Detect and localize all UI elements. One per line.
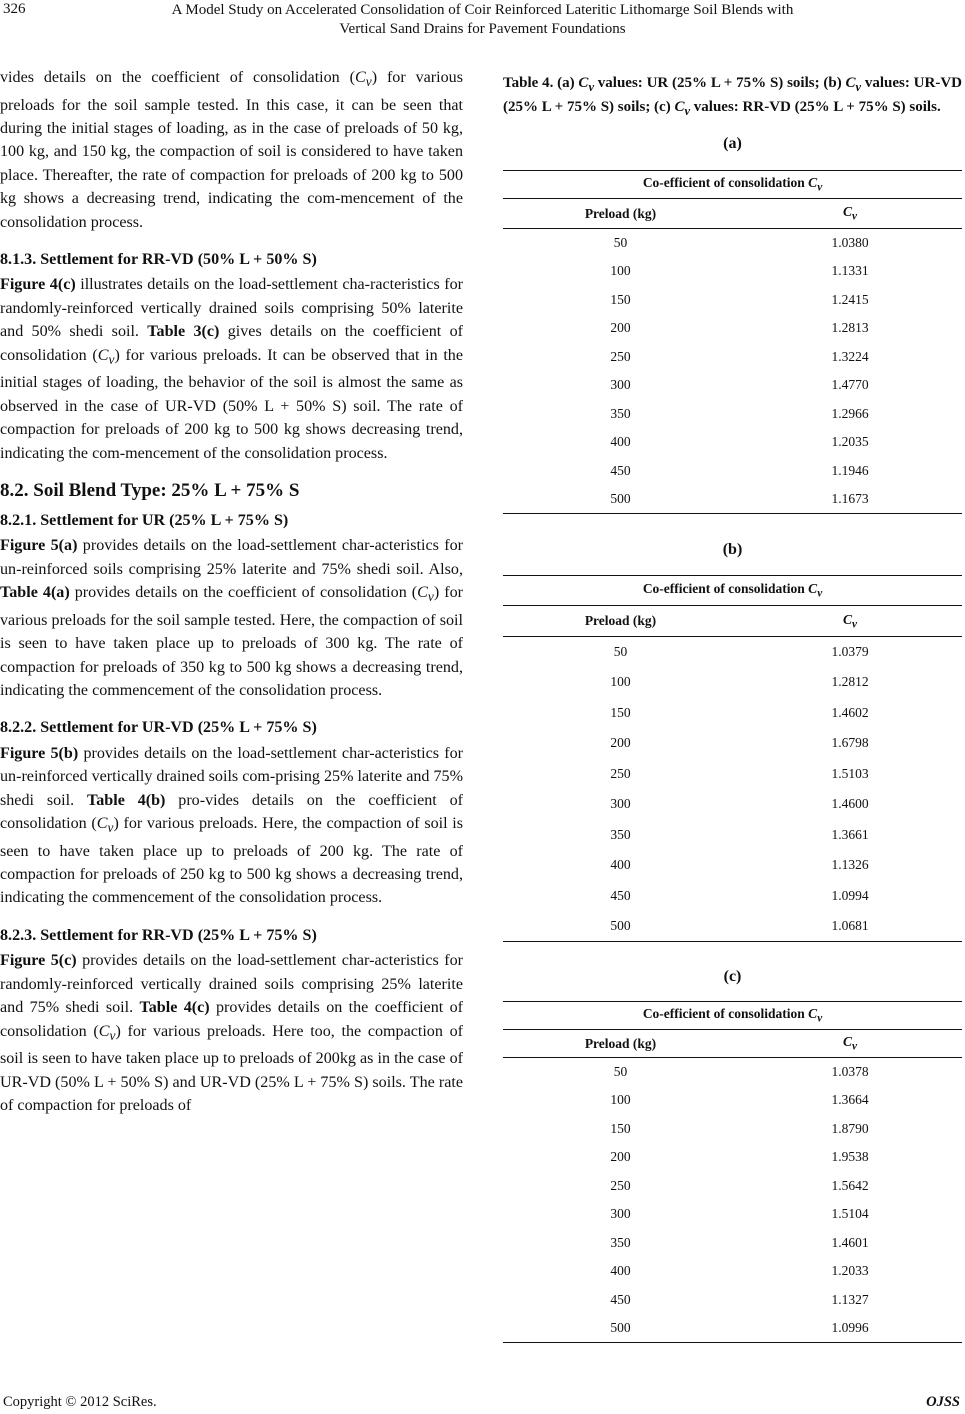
cv-cell: 1.4601 (831, 1234, 869, 1250)
preload-cell: 350 (610, 1234, 631, 1250)
cv-cell: 1.4600 (831, 796, 869, 812)
preload-cell: 300 (610, 796, 631, 812)
table-row (503, 667, 962, 698)
table-b-col-preload: Preload (kg) (503, 606, 738, 637)
paragraph-8-2-2: Figure 5(b) provides details on the load-settlement char-acteristics for un-reinforced vertically drained soils com-prising 25% laterite and 75% shedi soil. Table 4(b) pro-vides details on the coefficient of consolidation $(C_v)$ for various preloads. Here, the compaction of soil is seen to have taken place up to preloads of 200 kg. The rate of compaction for preloads of 250 kg to 500 kg shows a decreasing trend, indicating the commencement of the consolidation process. (0, 744, 464, 907)
table-row (503, 698, 962, 729)
cv-cell: 1.3664 (831, 1092, 869, 1108)
table-b-label: (b) (722, 541, 743, 558)
table-b-title: Co-efficient of consolidation $C_v$ (503, 576, 962, 606)
figure-ref: Figure 5(b) (0, 744, 79, 762)
cv-cell: 1.5642 (831, 1177, 869, 1193)
preload-cell: 400 (610, 1263, 631, 1279)
preload-cell: 450 (610, 1291, 631, 1307)
table-b (503, 575, 962, 942)
cv-cell: 1.3661 (831, 826, 869, 842)
preload-cell: 300 (610, 377, 631, 393)
table-row (503, 1143, 962, 1172)
copyright-notice: Copyright © 2012 SciRes. (3, 1394, 157, 1410)
table-row (503, 400, 962, 429)
running-title-line-2: Vertical Sand Drains for Pavement Foundations (339, 21, 626, 37)
table-row (503, 371, 962, 400)
cv-cell: 1.1673 (738, 485, 962, 514)
running-title-line-1: A Model Study on Accelerated Consolidation of Coir Reinforced Lateritic Lithomarge Soil Blends with (171, 2, 794, 18)
table-row (503, 850, 962, 881)
preload-cell: 100 (610, 674, 631, 690)
table-a-col-preload: Preload (kg) (503, 199, 738, 229)
table-ref: Table 4(c) (139, 999, 210, 1017)
preload-cell: 300 (610, 1206, 631, 1222)
table-c (503, 1001, 962, 1343)
preload-cell: 450 (610, 462, 631, 478)
preload-cell: 100 (610, 263, 631, 279)
table-c-title: Co-efficient of consolidation $C_v$ (503, 1002, 962, 1030)
table-row (503, 881, 962, 912)
table-b-body (503, 637, 962, 942)
table-ref: Table 4(b) (86, 791, 166, 809)
cv-cell: 1.0994 (831, 887, 869, 903)
table-row (503, 789, 962, 820)
table-row (503, 1200, 962, 1229)
preload-cell: 150 (610, 1120, 631, 1136)
cv-cell: 1.8790 (831, 1120, 869, 1136)
table-a (503, 170, 962, 514)
section-heading-8-2-3: 8.2.3. Settlement for RR-VD (25% L + 75% S) (0, 926, 317, 944)
cv-cell: 1.2415 (831, 291, 869, 307)
cv-cell: 1.1326 (831, 857, 869, 873)
table-row (503, 343, 962, 372)
preload-cell: 100 (610, 1092, 631, 1108)
table-a-title: Co-efficient of consolidation $C_v$ (503, 171, 962, 199)
table-row (503, 1086, 962, 1115)
table-row (503, 286, 962, 315)
paragraph-continued: vides details on the coefficient of consolidation $(C_v)$ for various preloads for the soil sample tested. In this case, it can be seen that during the initial stages of loading, as in the case of preloads of 50 kg, 100 kg, and 150 kg, the compaction of soil is considered to have taken place. Thereafter, the rate of compaction for preloads of 200 kg to 500 kg shows a decreasing trend, indicating the com-mencement of the consolidation process. (0, 69, 463, 231)
cv-cell: 1.2033 (831, 1263, 869, 1279)
table-b-col-cv: $C_v$ (738, 606, 962, 637)
cv-cell: 1.0681 (738, 911, 962, 942)
paragraph-8-1-3: Figure 4(c) illustrates details on the load-settlement cha-racteristics for randomly-reinforced vertically drained soils comprising 50% laterite and 50% shedi soil. Table 3(c) gives details on the coefficient of consolidation $(C_v)$ for various preloads. It can be observed that in the initial stages of loading, the behavior of the soil is almost the same as observed in the case of UR-VD (50% L + 50% S) soil. The rate of compaction for preloads of 200 kg to 500 kg shows decreasing trend, indicating the com-mencement of the consolidation process. (0, 276, 464, 462)
cv-cell: 1.1946 (831, 462, 869, 478)
page-header (0, 0, 965, 46)
preload-cell: 350 (610, 405, 631, 421)
table-row (503, 314, 962, 343)
left-column (0, 66, 463, 1117)
table-row (503, 911, 962, 942)
preload-cell: 200 (610, 320, 631, 336)
table-c-body (503, 1058, 962, 1343)
preload-cell: 500 (503, 911, 738, 942)
table-caption: Table 4. (a) $C_v$ values: UR (25% L + 75% S) soils; (b) $C_v$ values: UR-VD (25% L + 75% S) soils; (c) $C_v$ values: RR-VD (25% L + 75% S) soils. (503, 75, 962, 118)
paragraph-8-2-1: Figure 5(a) provides details on the load-settlement char-acteristics for un-reinforced soils comprising 25% laterite and 75% shedi soil. Also, Table 4(a) provides details on the coefficient of consolidation $(C_v)$ for various preloads for the soil sample tested. Here, the compaction of soil is seen to have taken place up to preloads of 300 kg. The rate of compaction for preloads of 350 kg to 500 kg shows a decreasing trend, indicating the commencement of the consolidation process. (0, 537, 464, 699)
table-row (503, 1257, 962, 1286)
table-a-body (503, 229, 962, 514)
cv-cell: 1.9538 (831, 1149, 869, 1165)
cv-cell: 1.3224 (831, 348, 869, 364)
cv-cell: 1.0996 (738, 1314, 962, 1343)
preload-cell: 50 (613, 1064, 628, 1079)
preload-cell: 400 (610, 434, 631, 450)
table-row (503, 1229, 962, 1258)
cv-cell: 1.2035 (831, 434, 869, 450)
cv-cell: 1.4770 (831, 377, 869, 393)
table-a-col-cv: $C_v$ (738, 199, 962, 229)
section-heading-8-2-1: 8.2.1. Settlement for UR (25% L + 75% S) (0, 511, 289, 529)
table-ref: Table 3(c) (147, 323, 220, 341)
preload-cell: 350 (610, 826, 631, 842)
table-row (503, 728, 962, 759)
cv-cell: 1.2966 (831, 405, 869, 421)
journal-abbrev: OJSS (926, 1394, 960, 1410)
cv-cell: 1.5104 (831, 1206, 869, 1222)
table-row (503, 229, 962, 258)
preload-cell: 250 (610, 348, 631, 364)
figure-ref: Figure 5(a) (0, 537, 78, 555)
table-c-label: (c) (723, 968, 742, 985)
table-c-col-cv: $C_v$ (738, 1030, 962, 1058)
table-row (503, 1058, 962, 1087)
preload-cell: 400 (610, 857, 631, 873)
table-row (503, 457, 962, 486)
section-heading-8-2-2: 8.2.2. Settlement for UR-VD (25% L + 75% S) (0, 719, 317, 737)
preload-cell: 500 (503, 485, 738, 514)
table-a-label: (a) (723, 135, 742, 152)
preload-cell: 150 (610, 704, 631, 720)
table-row (503, 637, 962, 668)
preload-cell: 200 (610, 735, 631, 751)
preload-cell: 50 (613, 644, 628, 659)
figure-ref: Figure 5(c) (0, 952, 77, 970)
section-heading-8-1-3: 8.1.3. Settlement for RR-VD (50% L + 50% S) (0, 251, 317, 269)
right-column (503, 74, 962, 1343)
table-row (503, 1172, 962, 1201)
preload-cell: 200 (610, 1149, 631, 1165)
table-ref: Table 4(a) (0, 584, 70, 602)
preload-cell: 250 (610, 1177, 631, 1193)
cv-cell: 1.6798 (831, 735, 869, 751)
cv-cell: 1.5103 (831, 765, 869, 781)
preload-cell: 450 (610, 887, 631, 903)
table-row (503, 428, 962, 457)
preload-cell: 250 (610, 765, 631, 781)
preload-cell: 500 (503, 1314, 738, 1343)
figure-ref: Figure 4(c) (0, 276, 76, 294)
cv-cell: 1.2813 (831, 320, 869, 336)
preload-cell: 150 (610, 291, 631, 307)
running-title (0, 1, 965, 39)
section-heading-8-2: 8.2. Soil Blend Type: 25% L + 75% S (0, 479, 300, 501)
cv-cell: 1.4602 (831, 704, 869, 720)
table-row (503, 485, 962, 514)
table-row (503, 1314, 962, 1343)
table-row (503, 820, 962, 851)
table-row (503, 257, 962, 286)
preload-cell: 50 (613, 235, 628, 250)
cv-cell: 1.0379 (831, 644, 869, 659)
cv-cell: 1.0378 (831, 1064, 869, 1079)
cv-cell: 1.1327 (831, 1291, 869, 1307)
table-row (503, 1115, 962, 1144)
cv-cell: 1.2812 (831, 674, 869, 690)
table-row (503, 1286, 962, 1315)
table-c-col-preload: Preload (kg) (503, 1030, 738, 1058)
table-row (503, 759, 962, 790)
page-number: 326 (3, 1, 26, 17)
cv-cell: 1.1331 (831, 263, 869, 279)
paragraph-8-2-3: Figure 5(c) provides details on the load-settlement char-acteristics for randomly-reinforced vertically drained soils comprising 25% laterite and 75% shedi soil. Table 4(c) provides details on the coefficient of consolidation $(C_v)$ for various preloads. Here too, the compaction of soil is seen to have taken place up to preloads of 200kg as in the case of UR-VD (50% L + 50% S) and UR-VD (25% L + 75% S) soils. The rate of compaction for preloads of (0, 952, 463, 1114)
cv-cell: 1.0380 (831, 235, 869, 250)
